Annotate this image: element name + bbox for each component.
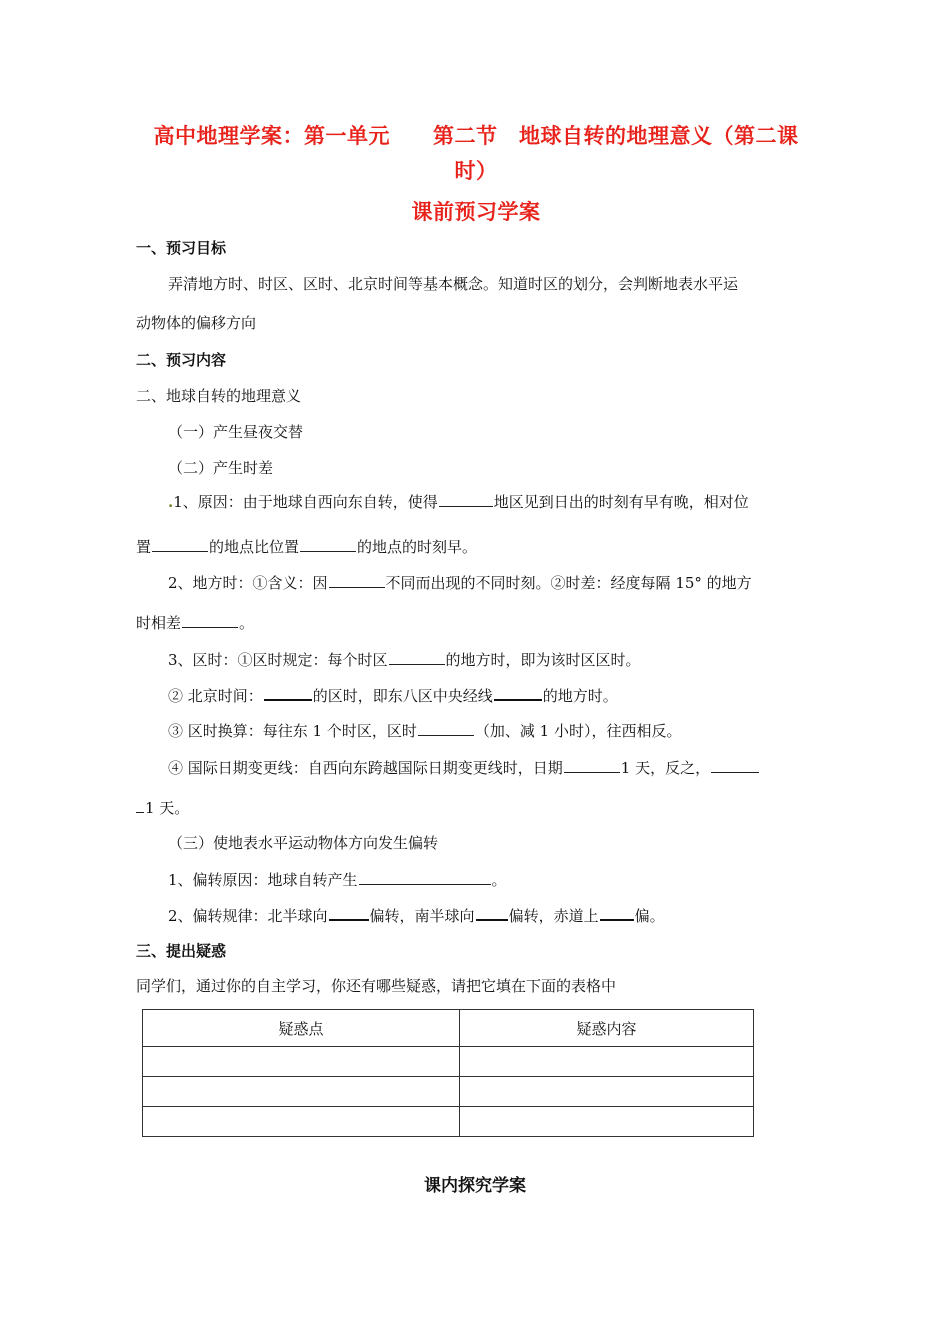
doc-title-line2: 时）: [454, 158, 498, 183]
fill-blank[interactable]: [136, 797, 144, 813]
table-header-doubt-content: 疑惑内容: [460, 1010, 754, 1047]
table-cell[interactable]: [143, 1047, 460, 1077]
fill-blank[interactable]: [494, 684, 542, 701]
para-date-line-2: 1 天。: [136, 797, 189, 818]
section-title-inclass: 课内探究学案: [424, 1176, 526, 1196]
fill-blank[interactable]: [182, 612, 238, 628]
goal-text-line1: 弄清地方时、时区、区时、北京时间等基本概念。知道时区的划分，会判断地表水平运: [168, 275, 739, 293]
para-deflection-cause: 1、偏转原因：地球自转产生 。: [168, 871, 507, 889]
fill-blank[interactable]: [600, 904, 634, 921]
subheading-main: 二、地球自转的地理意义: [136, 387, 302, 405]
para-beijing-time: ② 北京时间： 的区时，即东八区中央经线 的地方时。: [168, 684, 618, 706]
para-cause-line2: 置 的地点比位置 的地点的时刻早。: [136, 538, 478, 556]
questions-intro: 同学们，通过你的自主学习，你还有哪些疑惑，请把它填在下面的表格中: [136, 977, 617, 995]
table-cell[interactable]: [460, 1107, 754, 1137]
fill-blank[interactable]: [264, 684, 312, 701]
table-cell[interactable]: [143, 1107, 460, 1137]
table-row: [143, 1077, 754, 1107]
fill-blank[interactable]: [152, 536, 208, 552]
table-cell[interactable]: [460, 1047, 754, 1077]
fill-blank[interactable]: [329, 904, 369, 921]
table-header-doubt-point: 疑惑点: [143, 1010, 460, 1047]
subheading-time-difference: （二）产生时差: [168, 459, 274, 477]
para-cause-line1: .1、原因：由于地球自西向东自转，使得 地区见到日出的时刻有早有晚，相对位: [168, 493, 749, 511]
fill-blank[interactable]: [389, 649, 445, 665]
table-header-row: [143, 1010, 754, 1047]
para-zone-conversion: ③ 区时换算：每往东 1 个时区，区时 （加、减 1 小时），往西相反。: [168, 722, 682, 740]
marker-dot: .: [168, 493, 174, 511]
heading-goals: 一、预习目标: [136, 239, 227, 257]
fill-blank[interactable]: [476, 904, 508, 921]
para-local-time-line2: 时相差 。: [136, 614, 255, 632]
table-row: [143, 1107, 754, 1137]
subheading-deflection: （三）使地表水平运动物体方向发生偏转: [168, 834, 439, 852]
fill-blank[interactable]: [359, 869, 491, 885]
para-local-time-line1: 2、地方时：①含义：因 不同而出现的不同时刻。②时差：经度每隔 15° 的地方: [168, 574, 752, 592]
fill-blank[interactable]: [329, 572, 385, 588]
para-deflection-rule: 2、偏转规律：北半球向 偏转，南半球向 偏转，赤道上 偏。: [168, 904, 665, 926]
fill-blank[interactable]: [300, 536, 356, 552]
subheading-day-night: （一）产生昼夜交替: [168, 423, 304, 441]
fill-blank[interactable]: [439, 491, 493, 507]
heading-questions: 三、提出疑惑: [136, 942, 227, 960]
fill-blank[interactable]: [711, 757, 759, 773]
heading-content: 二、预习内容: [136, 351, 227, 369]
table-cell[interactable]: [143, 1077, 460, 1107]
para-date-line-1: ④ 国际日期变更线：自西向东跨越国际日期变更线时，日期 1 天，反之，: [168, 757, 760, 778]
section-title-preview: 课前预习学案: [411, 199, 541, 224]
table-row: [143, 1047, 754, 1077]
fill-blank[interactable]: [418, 720, 474, 736]
para-zone-time: 3、区时：①区时规定：每个时区 的地方时，即为该时区区时。: [168, 651, 641, 669]
fill-blank[interactable]: [564, 757, 620, 773]
doc-title-line1: 高中地理学案：第一单元 第二节 地球自转的地理意义（第二课: [153, 123, 799, 148]
table-cell[interactable]: [460, 1077, 754, 1107]
goal-text-line2: 动物体的偏移方向: [136, 314, 257, 332]
doubts-table: [142, 1009, 754, 1137]
